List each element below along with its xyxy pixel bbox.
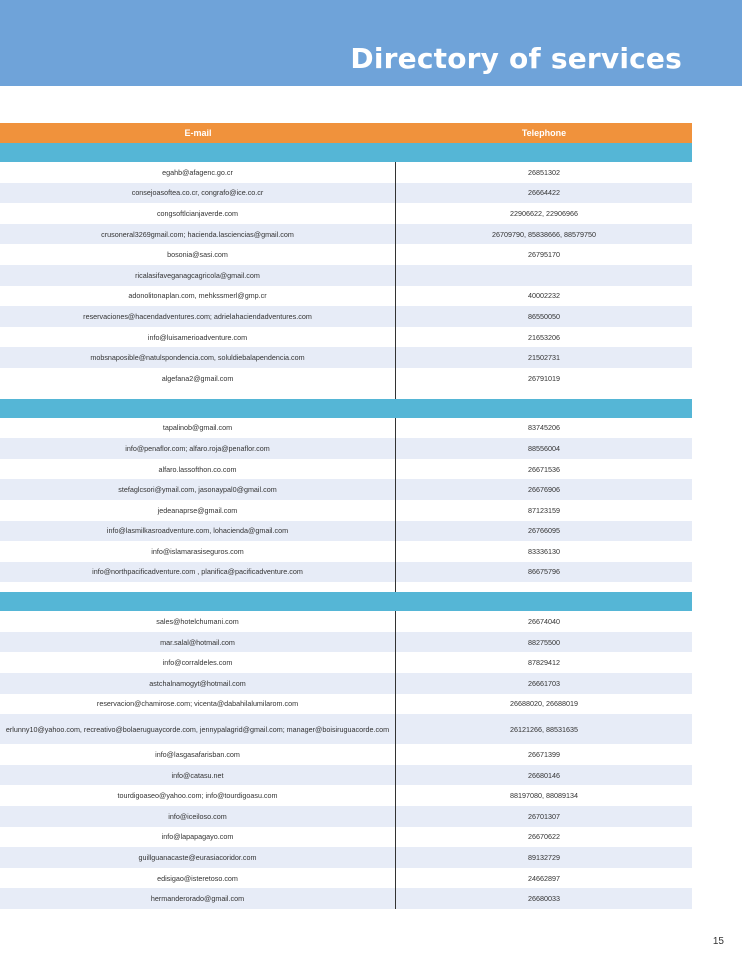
telephone-cell: 26664422 xyxy=(528,188,560,198)
table-header-row xyxy=(0,123,692,143)
email-cell: egahb@afagenc.go.cr xyxy=(0,162,396,183)
table-row xyxy=(0,265,692,286)
table-row xyxy=(0,306,692,327)
table-row xyxy=(0,652,692,673)
email-cell: astchalnamogyt@hotmail.com xyxy=(0,673,396,694)
table-row xyxy=(0,541,692,562)
telephone-cell: 26766095 xyxy=(528,526,560,536)
telephone-cell: 26676906 xyxy=(528,485,560,495)
table-row xyxy=(0,244,692,265)
email-cell: info@lapapagayo.com xyxy=(0,827,396,848)
table-row xyxy=(0,868,692,889)
table-row xyxy=(0,479,692,500)
telephone-cell: 21653206 xyxy=(528,332,560,342)
telephone-cell: 40002232 xyxy=(528,291,560,301)
table-row xyxy=(0,286,692,307)
email-cell: tourdigoaseo@yahoo.com; info@tourdigoasu.com xyxy=(0,785,396,806)
table-row xyxy=(0,368,692,389)
email-cell: bosonia@sasi.com xyxy=(0,244,396,265)
telephone-cell: 86675796 xyxy=(528,567,560,577)
email-cell: info@catasu.net xyxy=(0,765,396,786)
telephone-cell: 88556004 xyxy=(528,443,560,453)
table-row xyxy=(0,714,692,744)
section-spacer xyxy=(0,582,692,592)
section-header-bar xyxy=(0,143,692,162)
email-cell: consejoasoftea.co.cr, congrafo@ice.co.cr xyxy=(0,183,396,204)
telephone-cell: 26121266, 88531635 xyxy=(510,724,578,734)
email-cell: info@lasmilkasroadventure.com, lohacienda@gmail.com xyxy=(0,521,396,542)
telephone-cell: 86550050 xyxy=(528,311,560,321)
telephone-cell: 26680146 xyxy=(528,770,560,780)
email-cell: alfaro.lassofthon.co.com xyxy=(0,459,396,480)
column-header-email: E-mail xyxy=(184,128,212,138)
section-spacer xyxy=(0,389,692,399)
table-row xyxy=(0,327,692,348)
telephone-cell: 26670622 xyxy=(528,832,560,842)
email-cell: mar.salal@hotmail.com xyxy=(0,632,396,653)
table-row xyxy=(0,765,692,786)
telephone-cell: 21502731 xyxy=(528,353,560,363)
email-cell: stefaglcsori@ymail.com, jasonaypal0@gmail.com xyxy=(0,479,396,500)
telephone-cell: 83745206 xyxy=(528,423,560,433)
telephone-cell: 26709790, 85838666, 88579750 xyxy=(492,229,596,239)
telephone-cell: 88197080, 88089134 xyxy=(510,791,578,801)
telephone-cell: 22906622, 22906966 xyxy=(510,208,578,218)
telephone-cell xyxy=(396,265,692,286)
telephone-cell: 24662897 xyxy=(528,873,560,883)
email-cell: info@islamarasiseguros.com xyxy=(0,541,396,562)
table-row xyxy=(0,847,692,868)
email-cell: jedeanaprse@gmail.com xyxy=(0,500,396,521)
table-row xyxy=(0,521,692,542)
table-row xyxy=(0,694,692,715)
telephone-cell: 83336130 xyxy=(528,546,560,556)
telephone-cell: 26851302 xyxy=(528,167,560,177)
email-cell: reservaciones@hacendadventures.com; adrielahaciendadventures.com xyxy=(0,306,396,327)
email-cell: sales@hotelchumani.com xyxy=(0,611,396,632)
table-row xyxy=(0,347,692,368)
telephone-cell: 26795170 xyxy=(528,250,560,260)
table-row xyxy=(0,224,692,245)
email-cell: hermanderorado@gmail.com xyxy=(0,888,396,909)
telephone-cell: 26671399 xyxy=(528,750,560,760)
telephone-cell: 26671536 xyxy=(528,464,560,474)
email-cell: info@lasgasafarisban.com xyxy=(0,744,396,765)
section-header-bar xyxy=(0,399,692,418)
telephone-cell: 26680033 xyxy=(528,894,560,904)
column-header-telephone: Telephone xyxy=(521,128,567,138)
table-row xyxy=(0,827,692,848)
table-row xyxy=(0,673,692,694)
table-row xyxy=(0,632,692,653)
table-row xyxy=(0,785,692,806)
table-row xyxy=(0,438,692,459)
email-cell: erlunny10@yahoo.com, recreativo@bolaeruguaycorde.com, jennypalagrid@gmail.com; manager@boisiruguacorde.com xyxy=(0,714,396,744)
email-cell: guillguanacaste@eurasiacoridor.com xyxy=(0,847,396,868)
table-row xyxy=(0,500,692,521)
table-row xyxy=(0,562,692,583)
table-row xyxy=(0,611,692,632)
table-row xyxy=(0,744,692,765)
telephone-cell: 26791019 xyxy=(528,373,560,383)
table-row xyxy=(0,888,692,909)
section-header-bar xyxy=(0,592,692,611)
email-cell: info@luisamerioadventure.com xyxy=(0,327,396,348)
table-row xyxy=(0,162,692,183)
page-title: Directory of services xyxy=(350,42,682,75)
email-cell: info@iceiloso.com xyxy=(0,806,396,827)
telephone-cell: 89132729 xyxy=(528,853,560,863)
email-cell: info@corraldeles.com xyxy=(0,652,396,673)
telephone-cell: 87829412 xyxy=(528,658,560,668)
email-cell: info@penaflor.com; alfaro.roja@penaflor.com xyxy=(0,438,396,459)
email-cell: algefana2@gmail.com xyxy=(0,368,396,389)
email-cell: reservacion@chamirose.com; vicenta@dabahilalumilarom.com xyxy=(0,694,396,715)
telephone-cell: 26701307 xyxy=(528,811,560,821)
table-row xyxy=(0,418,692,439)
email-cell: info@northpacificadventure.com , planifica@pacificadventure.com xyxy=(0,562,396,583)
telephone-cell: 88275500 xyxy=(528,637,560,647)
table-row xyxy=(0,459,692,480)
email-cell: ricalasifaveganagcagricola@gmail.com xyxy=(0,265,396,286)
table-row xyxy=(0,806,692,827)
email-cell: edisigao@isteretoso.com xyxy=(0,868,396,889)
email-cell: congsoftlcianjaverde.com xyxy=(0,203,396,224)
email-cell: mobsnaposible@natulspondencia.com, soluldiebalapendencia.com xyxy=(0,347,396,368)
telephone-cell: 26674040 xyxy=(528,617,560,627)
email-cell: adonolitonaplan.com, mehkssmerl@gmp.cr xyxy=(0,286,396,307)
directory-table xyxy=(0,123,692,909)
header-banner xyxy=(0,0,742,86)
page-number: 15 xyxy=(712,936,724,947)
telephone-cell: 26661703 xyxy=(528,678,560,688)
telephone-cell: 26688020, 26688019 xyxy=(510,699,578,709)
table-row xyxy=(0,183,692,204)
email-cell: tapalinob@gmail.com xyxy=(0,418,396,439)
telephone-cell: 87123159 xyxy=(528,505,560,515)
email-cell: crusoneral3269gmail.com; hacienda.lasciencias@gmail.com xyxy=(0,224,396,245)
table-row xyxy=(0,203,692,224)
